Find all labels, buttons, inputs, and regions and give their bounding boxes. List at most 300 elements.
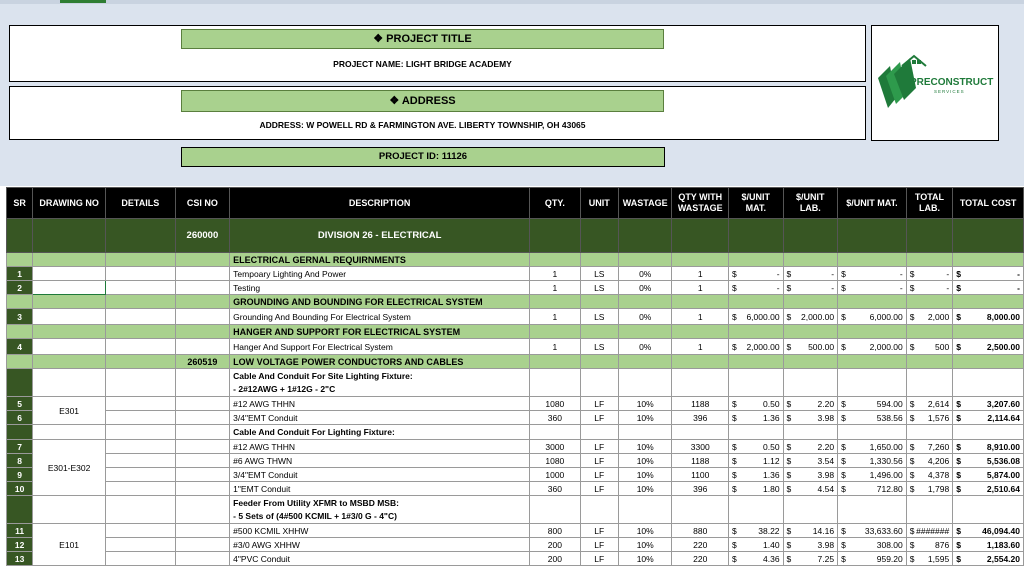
company-logo [871,25,999,141]
cell-um[interactable] [729,482,784,496]
currency-symbol: $ [786,341,792,352]
currency-symbol: $ [956,268,961,279]
money-value: 2.20 [817,441,835,452]
cell-qtyw[interactable]: 1188 [672,397,729,411]
money-value: 2,000.00 [869,341,903,352]
currency-symbol: $ [956,553,961,564]
table-header-row [7,188,1024,219]
cell-tm[interactable] [838,468,907,482]
money-value: 308.00 [876,539,903,550]
currency-symbol: $ [909,311,915,322]
currency-symbol: $ [732,282,737,293]
project-id: PROJECT ID: 11126 [181,147,665,167]
cell-wast[interactable]: 10% [618,454,672,468]
cell-desc[interactable]: 3/4"EMT Conduit [230,468,530,482]
money-value: 1.36 [763,469,780,480]
cell-desc[interactable]: Testing [230,281,530,295]
cell-ul[interactable] [783,538,838,552]
money-value: - [946,282,950,293]
money-value: 2,500.00 [986,341,1020,352]
cell-um[interactable] [729,267,784,281]
section-csi: 260519 [175,355,230,369]
currency-symbol: $ [841,483,846,494]
money-value: 38.22 [758,525,780,536]
cell-ul[interactable] [783,281,838,295]
cell-unit[interactable]: LF [580,454,618,468]
currency-symbol: $ [956,539,961,550]
subheading-line: - 2#12AWG + 1#12G - 2"C [233,383,336,394]
drawing-no: E301-E302 [33,440,106,496]
cell-sr[interactable]: 6 [7,411,33,425]
col-wastage: WASTAGE [618,188,672,219]
money-value: 4.36 [763,553,780,564]
money-value: 1,650.00 [869,441,903,452]
currency-symbol: $ [841,341,846,352]
section-title: LOW VOLTAGE POWER CONDUCTORS AND CABLES [230,355,530,369]
money-value: 2,000.00 [800,311,835,322]
cell-tc[interactable] [953,468,1024,482]
section-row [7,295,1024,309]
cell-tm[interactable] [838,482,907,496]
money-value: 1,183.60 [986,539,1020,550]
cell-um[interactable] [729,454,784,468]
cell-ul[interactable] [783,411,838,425]
cell-qtyw[interactable]: 1 [672,267,729,281]
money-value: 2,510.64 [986,483,1020,494]
cell-tl[interactable] [906,267,952,281]
currency-symbol: $ [909,483,915,494]
cell-unit[interactable]: LS [580,281,618,295]
cell-wast[interactable]: 10% [618,538,672,552]
currency-symbol: $ [956,341,961,352]
cell-ul[interactable] [783,552,838,566]
money-value: 1.36 [763,412,780,423]
cell-tm[interactable] [838,538,907,552]
cell-qty[interactable]: 360 [530,482,580,496]
cell-sr[interactable]: 12 [7,538,33,552]
cell-um[interactable] [729,309,784,325]
cell-sr[interactable]: 7 [7,440,33,454]
sheet-tab-strip [0,0,1024,4]
section-title: ELECTRICAL GERNAL REQUIRNMENTS [230,253,530,267]
currency-symbol: $ [841,398,846,409]
project-title-label: ❖ PROJECT TITLE [181,29,664,49]
currency-symbol: $ [786,469,792,480]
cell-unit[interactable]: LS [580,339,618,355]
currency-symbol: $ [786,539,792,550]
cell-wast[interactable]: 10% [618,524,672,538]
cell-tc[interactable] [953,552,1024,566]
section-title: GROUNDING AND BOUNDING FOR ELECTRICAL SYSTEM [230,295,530,309]
money-value: - [1017,268,1020,279]
cell-tl[interactable] [906,454,952,468]
table-row [7,552,1024,566]
currency-symbol: $ [786,412,792,423]
currency-symbol: $ [786,441,792,452]
col-total-mat: $/UNIT MAT. [838,188,907,219]
cell-wast[interactable]: 10% [618,440,672,454]
cell-ul[interactable] [783,339,838,355]
money-value: 1,576 [927,412,950,423]
cell-tc[interactable] [953,281,1024,295]
money-value: 594.00 [876,398,903,409]
currency-symbol: $ [956,398,961,409]
subheading-row [7,369,1024,397]
cell-qtyw[interactable]: 1188 [672,454,729,468]
cell-um[interactable] [729,281,784,295]
currency-symbol: $ [732,553,737,564]
division-title: DIVISION 26 - ELECTRICAL [230,219,530,253]
cell-sr[interactable]: 8 [7,454,33,468]
cell-tm[interactable] [838,339,907,355]
cell-tc[interactable] [953,524,1024,538]
cell-desc[interactable]: #3/0 AWG XHHW [230,538,530,552]
subheading-line: - 5 Sets of (4#500 KCMIL + 1#3/0 G - 4"C) [233,510,397,521]
cell-unit[interactable]: LS [580,267,618,281]
cell-qty[interactable]: 1 [530,309,580,325]
currency-symbol: $ [956,282,961,293]
money-value: 4,378 [927,469,950,480]
cell-tl[interactable] [906,524,952,538]
cell-qtyw[interactable]: 220 [672,552,729,566]
currency-symbol: $ [841,268,846,279]
money-value: - [831,268,835,279]
money-value: 46,094.40 [982,525,1020,536]
cell-ul[interactable] [783,440,838,454]
cell-sr[interactable]: 13 [7,552,33,566]
division-csi: 260000 [175,219,230,253]
cell-desc[interactable]: Hanger And Support For Electrical System [230,339,530,355]
cell-tm[interactable] [838,397,907,411]
money-value: 3.98 [817,539,835,550]
money-value: 959.20 [876,553,903,564]
cell-sr[interactable]: 1 [7,267,33,281]
table-row [7,267,1024,281]
money-value: 2,000 [927,311,950,322]
cell-qty[interactable]: 1 [530,267,580,281]
money-value: - [776,268,780,279]
col-unit: UNIT [580,188,618,219]
cell-qtyw[interactable]: 1100 [672,468,729,482]
cell-unit[interactable]: LF [580,397,618,411]
currency-symbol: $ [841,282,846,293]
cell-qty[interactable]: 1 [530,339,580,355]
money-value: 1.12 [763,455,780,466]
money-value: 6,000.00 [869,311,903,322]
cell-tl[interactable] [906,339,952,355]
col-total-lab: TOTAL LAB. [906,188,952,219]
table-row [7,397,1024,411]
money-value: 2,554.20 [986,553,1020,564]
cell-ul[interactable] [783,454,838,468]
cell-ul[interactable] [783,397,838,411]
cell-qtyw[interactable]: 880 [672,524,729,538]
cell-tl[interactable] [906,538,952,552]
cell-tm[interactable] [838,309,907,325]
subheading-line: Feeder From Utility XFMR to MSBD MSB: [233,497,399,508]
currency-symbol: $ [956,455,961,466]
cell-tm[interactable] [838,524,907,538]
money-value: - [776,282,780,293]
currency-symbol: $ [786,525,792,536]
cell-um[interactable] [729,440,784,454]
table-row [7,309,1024,325]
cell-tm[interactable] [838,552,907,566]
cell-tl[interactable] [906,482,952,496]
cell-qtyw[interactable]: 3300 [672,440,729,454]
cell-sr[interactable]: 2 [7,281,33,295]
cell-qtyw[interactable]: 220 [672,538,729,552]
cell-tc[interactable] [953,538,1024,552]
cell-ul[interactable] [783,309,838,325]
cell-unit[interactable]: LF [580,524,618,538]
cell-wast[interactable]: 10% [618,482,672,496]
project-address: ADDRESS: W POWELL RD & FARMINGTON AVE. LIBERTY TOWNSHIP, OH 43065 [259,120,586,130]
cell-tl[interactable] [906,281,952,295]
cell-wast[interactable]: 10% [618,411,672,425]
cell-ul[interactable] [783,482,838,496]
currency-symbol: $ [732,441,737,452]
table-row [7,482,1024,496]
cell-unit[interactable]: LF [580,482,618,496]
col-qty-with-wastage: QTY WITH WASTAGE [672,188,729,219]
cell-qtyw[interactable]: 396 [672,482,729,496]
section-title: HANGER AND SUPPORT FOR ELECTRICAL SYSTEM [230,325,530,339]
currency-symbol: $ [786,398,792,409]
currency-symbol: $ [909,469,915,480]
money-value: 7,260 [927,441,950,452]
section-row [7,325,1024,339]
cell-tl[interactable] [906,411,952,425]
cell-tc[interactable] [953,309,1024,325]
money-value: 500 [935,341,950,352]
logo-subtext: SERVICES [934,89,965,94]
col-csi-no: CSI NO [175,188,230,219]
subheading-line: Cable And Conduit For Lighting Fixture: [230,425,530,440]
subheading-row [7,496,1024,524]
money-value: 1,330.56 [869,455,903,466]
money-value: 500.00 [808,341,835,352]
cell-tc[interactable] [953,339,1024,355]
money-value: 1,595 [927,553,950,564]
cell-qty[interactable]: 1080 [530,397,580,411]
cell-tm[interactable] [838,440,907,454]
cell-qty[interactable]: 800 [530,524,580,538]
cell-desc[interactable]: 1"EMT Conduit [230,482,530,496]
cell-qty[interactable]: 200 [530,538,580,552]
active-sheet-tab[interactable] [60,0,106,3]
address-label: ❖ ADDRESS [181,90,664,112]
table-row [7,440,1024,454]
currency-symbol: $ [786,268,792,279]
col-qty: QTY. [530,188,580,219]
section-row [7,253,1024,267]
money-value: 2,000.00 [746,341,780,352]
money-value: 3,207.60 [986,398,1020,409]
cell-unit[interactable]: LF [580,440,618,454]
cell-unit[interactable]: LF [580,468,618,482]
money-value: 538.56 [876,412,903,423]
currency-symbol: $ [956,441,961,452]
cell-tl[interactable] [906,309,952,325]
money-value: 2.20 [817,398,835,409]
currency-symbol: $ [841,553,846,564]
selected-cell[interactable] [33,281,106,295]
currency-symbol: $ [786,553,792,564]
cell-um[interactable] [729,538,784,552]
cell-tc[interactable] [953,454,1024,468]
cell-tl[interactable] [906,468,952,482]
cell-tc[interactable] [953,411,1024,425]
cell-um[interactable] [729,468,784,482]
cell-um[interactable] [729,397,784,411]
currency-symbol: $ [841,311,846,322]
cell-qty[interactable]: 200 [530,552,580,566]
cell-desc[interactable]: Grounding And Bounding For Electrical System [230,309,530,325]
cell-desc[interactable]: #6 AWG THWN [230,454,530,468]
money-value: 712.80 [876,483,903,494]
money-value: 4,206 [927,455,950,466]
cell-tl[interactable] [906,440,952,454]
cell-unit[interactable]: LF [580,538,618,552]
cell-sr[interactable]: 5 [7,397,33,411]
money-value: 876 [935,539,950,550]
col-description: DESCRIPTION [230,188,530,219]
cell-sr[interactable]: 11 [7,524,33,538]
subheading-row [7,425,1024,440]
cell-tm[interactable] [838,281,907,295]
currency-symbol: $ [732,525,737,536]
col-unit-lab: $/UNIT LAB. [783,188,838,219]
money-value: 1.80 [763,483,780,494]
money-value: 2,614 [927,398,950,409]
money-value: 1,496.00 [869,469,903,480]
cell-sr[interactable]: 9 [7,468,33,482]
currency-symbol: $ [956,483,961,494]
currency-symbol: $ [909,398,915,409]
currency-symbol: $ [732,455,737,466]
currency-symbol: $ [909,455,915,466]
cell-qty[interactable]: 360 [530,411,580,425]
table-row [7,524,1024,538]
money-value: 1,798 [927,483,950,494]
cell-wast[interactable]: 10% [618,468,672,482]
cell-tc[interactable] [953,267,1024,281]
cell-unit[interactable]: LF [580,552,618,566]
table-row [7,411,1024,425]
cell-desc[interactable]: #12 AWG THHN [230,440,530,454]
cell-sr[interactable]: 10 [7,482,33,496]
cell-qty[interactable]: 1 [530,281,580,295]
currency-symbol: $ [909,525,915,536]
currency-symbol: $ [909,268,915,279]
table-row [7,339,1024,355]
money-value: ####### [916,525,950,536]
currency-symbol: $ [786,483,792,494]
cell-ul[interactable] [783,468,838,482]
currency-symbol: $ [841,539,846,550]
cell-qtyw[interactable]: 1 [672,309,729,325]
currency-symbol: $ [732,398,737,409]
money-value: - [1017,282,1020,293]
cell-um[interactable] [729,524,784,538]
currency-symbol: $ [909,341,915,352]
cell-ul[interactable] [783,524,838,538]
cell-tm[interactable] [838,267,907,281]
money-value: 0.50 [763,441,780,452]
cell-qty[interactable]: 3000 [530,440,580,454]
cell-ul[interactable] [783,267,838,281]
cell-um[interactable] [729,339,784,355]
cell-tc[interactable] [953,440,1024,454]
cell-wast[interactable]: 10% [618,552,672,566]
cell-tc[interactable] [953,397,1024,411]
cell-tl[interactable] [906,397,952,411]
currency-symbol: $ [909,282,915,293]
money-value: 3.54 [817,455,835,466]
money-value: 5,874.00 [986,469,1020,480]
cell-qty[interactable]: 1000 [530,468,580,482]
currency-symbol: $ [786,282,792,293]
currency-symbol: $ [956,525,961,536]
currency-symbol: $ [909,412,915,423]
cell-unit[interactable]: LS [580,309,618,325]
cell-unit[interactable]: LF [580,411,618,425]
cell-um[interactable] [729,411,784,425]
money-value: - [831,282,835,293]
cell-desc[interactable]: #500 KCMIL XHHW [230,524,530,538]
cell-desc[interactable]: 3/4"EMT Conduit [230,411,530,425]
cell-tc[interactable] [953,482,1024,496]
currency-symbol: $ [956,311,961,322]
currency-symbol: $ [909,441,915,452]
money-value: 3.98 [817,412,835,423]
cell-qtyw[interactable]: 396 [672,411,729,425]
money-value: 3.98 [817,469,835,480]
cell-qtyw[interactable]: 1 [672,339,729,355]
cell-tl[interactable] [906,552,952,566]
currency-symbol: $ [841,441,846,452]
cell-qtyw[interactable]: 1 [672,281,729,295]
logo-graphic [872,26,997,139]
cell-um[interactable] [729,552,784,566]
cell-wast[interactable]: 10% [618,397,672,411]
cell-wast[interactable]: 0% [618,281,672,295]
currency-symbol: $ [909,553,915,564]
cell-desc[interactable]: #12 AWG THHN [230,397,530,411]
cell-sr[interactable]: 3 [7,309,33,325]
cell-sr[interactable]: 4 [7,339,33,355]
drawing-no: E101 [33,524,106,566]
table-row [7,468,1024,482]
division-row [7,219,1024,253]
cell-desc[interactable]: Tempoary Lighting And Power [230,267,530,281]
cell-wast[interactable]: 0% [618,309,672,325]
cell-tm[interactable] [838,454,907,468]
cell-wast[interactable]: 0% [618,267,672,281]
cell-qty[interactable]: 1080 [530,454,580,468]
currency-symbol: $ [841,525,846,536]
cell-desc[interactable]: 4"PVC Conduit [230,552,530,566]
cell-wast[interactable]: 0% [618,339,672,355]
col-unit-mat: $/UNIT MAT. [729,188,784,219]
cell-tm[interactable] [838,411,907,425]
money-value: 4.54 [817,483,835,494]
col-details: DETAILS [105,188,175,219]
money-value: 2,114.64 [987,412,1020,423]
money-value: - [899,268,903,279]
money-value: 14.16 [812,525,835,536]
